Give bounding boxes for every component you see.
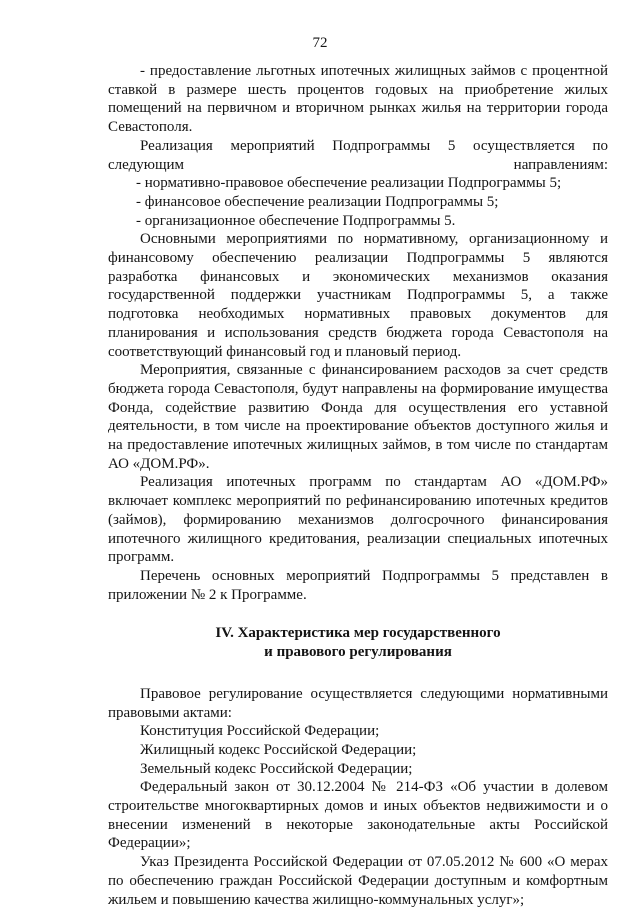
list-item-constitution: Конституция Российской Федерации;	[140, 723, 380, 740]
list-item-financial-support: - финансовое обеспечение реализации Подпрограммы 5;	[136, 193, 499, 210]
list-item-housing-code: Жилищный кодекс Российской Федерации;	[140, 741, 417, 758]
paragraph-main-activities: Основными мероприятиями по нормативному, организационному и финансовому обеспечению реализации Подпрограммы 5 являются разработка финансовых и экономических механизмов оказания государственной поддержки участникам Подпрограммы 5, а также подготовка необходимых нормативных правовых документов для планирования и использования средств бюджета города Севастополя на соответствующий финансовый год и плановый период.	[108, 231, 608, 360]
paragraph-mortgage-programs: Реализация ипотечных программ по стандартам АО «ДОМ.РФ» включает комплекс мероприятий по рефинансированию ипотечных кредитов (займов), формированию механизмов долгосрочного финансирования ипотечного жилищного кредитования, реализации специальных ипотечных программ.	[108, 474, 608, 566]
paragraph-budget-financing: Мероприятия, связанные с финансированием расходов за счет средств бюджета города Севастополя, будут направлены на формирование имущества Фонда, содействие развитию Фонда для осуществления его уставной деятельности, в том числе на проектирование объектов доступного жилья и на предоставление ипотечных жилищных займов, в том числе по стандартам АО «ДОМ.РФ».	[108, 362, 608, 472]
page-number: 72	[312, 35, 328, 51]
section-heading-line-2: и правового регулирования	[264, 644, 452, 661]
list-item-federal-law-214: Федеральный закон от 30.12.2004 № 214-ФЗ «Об участии в долевом строительстве многоквартирных домов и иных объектов недвижимости и о внесении изменений в некоторые законодательные акты Российской Федерации»;	[108, 779, 608, 852]
paragraph-preferential-loans: - предоставление льготных ипотечных жилищных займов с процентной ставкой в размере шесть процентов годовых на приобретение жилых помещений на первичном и вторичном рынках жилья на территории города Севастополя.	[108, 63, 608, 136]
list-item-organizational-support: - организационное обеспечение Подпрограммы 5.	[136, 212, 456, 229]
paragraph-implementation-directions: Реализация мероприятий Подпрограммы 5 осуществляется по следующим направлениям:	[108, 137, 608, 173]
section-heading-line-1: IV. Характеристика мер государственного	[215, 625, 501, 642]
list-item-presidential-decree-600: Указ Президента Российской Федерации от 07.05.2012 № 600 «О мерах по обеспечению граждан Российской Федерации доступным и комфортным жильем и повышению качества жилищно-коммунальных услуг»;	[108, 854, 608, 908]
paragraph-legal-regulation-intro: Правовое регулирование осуществляется следующими нормативными правовыми актами:	[108, 685, 608, 721]
document-body	[108, 62, 608, 909]
list-item-land-code: Земельный кодекс Российской Федерации;	[140, 760, 413, 777]
list-item-regulatory-support: - нормативно-правовое обеспечение реализации Подпрограммы 5;	[136, 175, 562, 192]
paragraph-activities-list-reference: Перечень основных мероприятий Подпрограммы 5 представлен в приложении № 2 к Программе.	[108, 567, 608, 603]
